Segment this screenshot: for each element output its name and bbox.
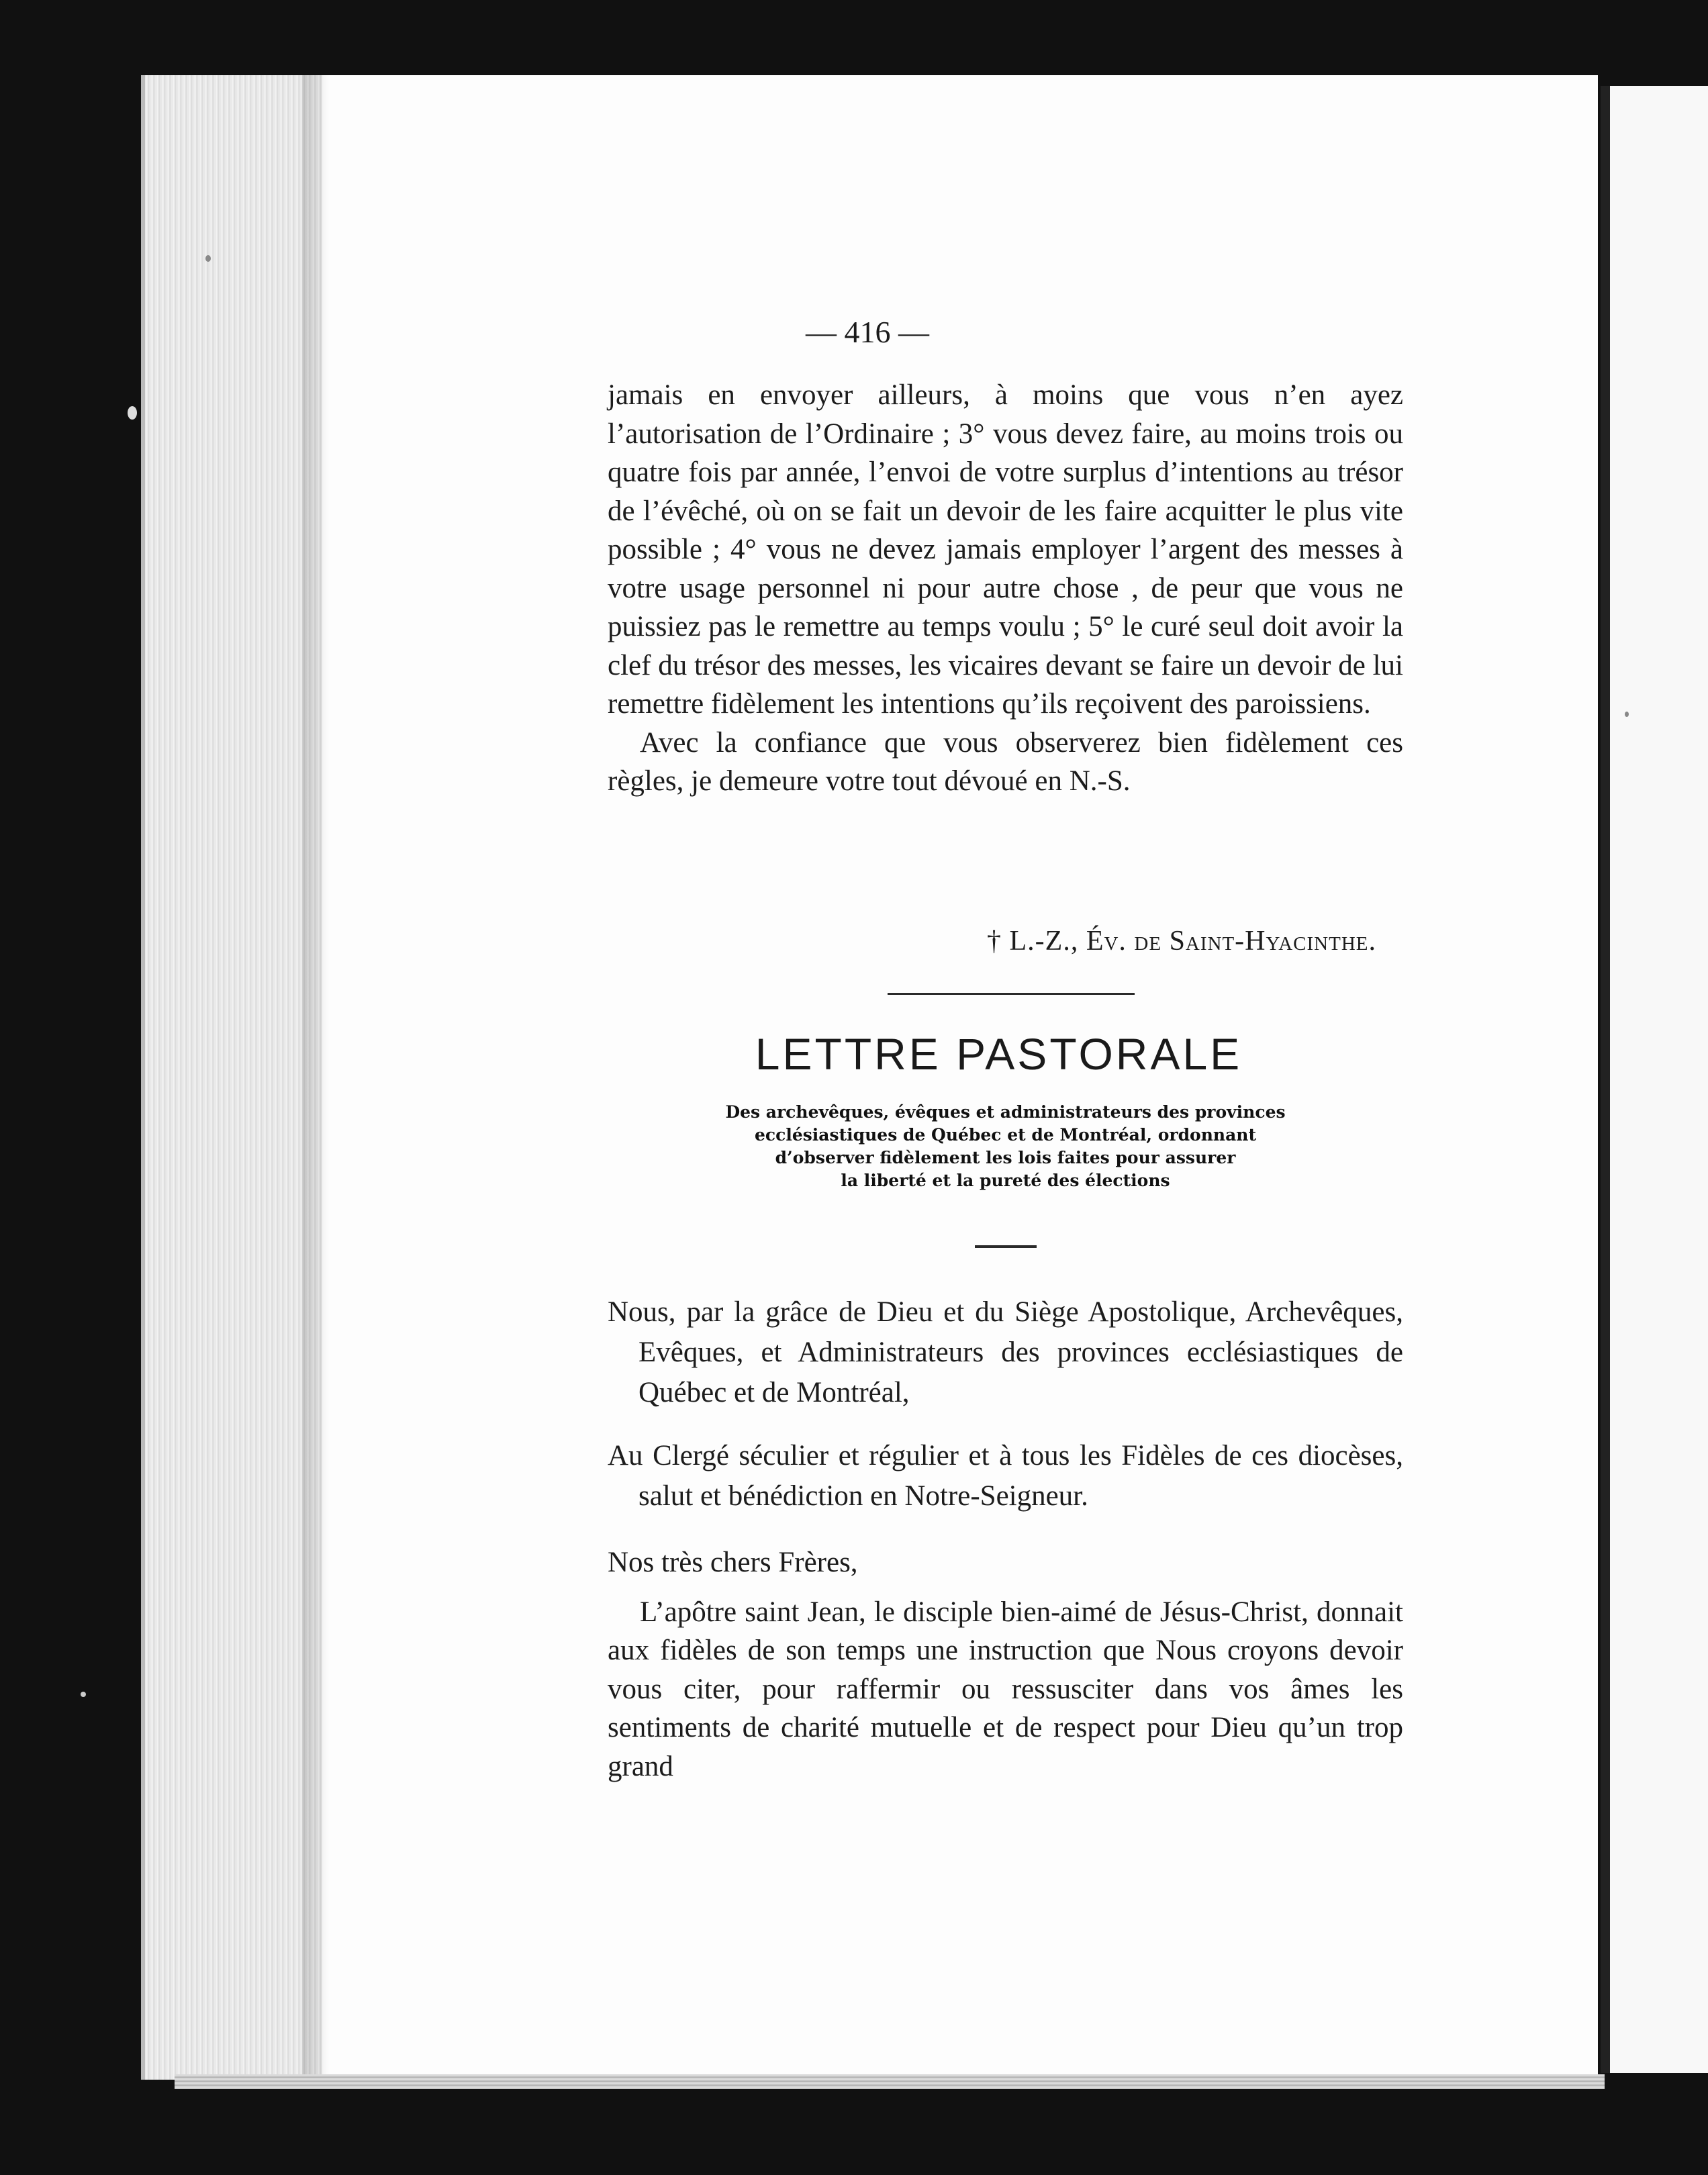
gutter-shadow: [302, 75, 329, 2080]
letter-continuation: [608, 376, 1403, 801]
scan-speck: [1625, 712, 1629, 717]
section-divider: [888, 993, 1135, 995]
bottom-page-edges: [175, 2074, 1605, 2089]
book-page-edges: [141, 75, 326, 2080]
pastoral-letter-body: [608, 1292, 1403, 1786]
body-paragraph: L’apôtre saint Jean, le disciple bien-aimé de Jésus-Christ, donnait aux fidèles de son temps une instruction que Nous croyons devoir vous citer, pour raffermir ou ressusciter dans vos âmes les sentiments de charité mutuelle et de respect pour Dieu qu’un trop grand: [608, 1596, 1403, 1782]
scan-speck: [81, 1692, 86, 1697]
scan-speck: [205, 255, 211, 262]
closing-paragraph: Avec la confiance que vous observerez bien fidèlement ces règles, je demeure votre tout dévoué en N.-S.: [608, 726, 1403, 797]
facing-page-edge: [1601, 86, 1708, 2073]
continuation-paragraph: jamais en envoyer ailleurs, à moins que vous n’en ayez l’autorisation de l’Ordinaire ; 3° vous devez faire, au moins trois ou quatre fois par année, l’envoi de votre surplus d’intentions au trésor de l’évêché, où on se fait un devoir de les faire acquitter le plus vite possible ; 4° vous ne devez jamais employer l’argent des messes à votre usage personnel ni pour autre chose , de peur que vous ne puissiez pas le remettre au temps voulu ; 5° le curé seul doit avoir la clef du trésor des messes, les vicaires devant se faire un devoir de lui remettre fidèlement les intentions qu’ils reçoivent des paroissiens.: [608, 379, 1403, 720]
salutation: Nos très chers Frères,: [608, 1547, 858, 1578]
subtitle-line: Des archevêques, évêques et administrateurs des provinces: [725, 1102, 1286, 1122]
bishop-signature: † L.-Z., Év. de Saint-Hyacinthe.: [987, 926, 1376, 957]
pastoral-letter-title: LETTRE PASTORALE: [755, 1029, 1243, 1079]
recipients-paragraph: Au Clergé séculier et régulier et à tous les Fidèles de ces diocèses, salut et bénédiction en Notre-Seigneur.: [608, 1440, 1403, 1512]
subtitle-line: ecclésiastiques de Québec et de Montréal, ordonnant: [754, 1125, 1257, 1145]
subtitle-line: d’observer fidèlement les lois faites pour assurer: [775, 1148, 1236, 1167]
scan-speck: [128, 406, 137, 420]
page-number: — 416 —: [806, 315, 929, 349]
subtitle-line: la liberté et la pureté des élections: [841, 1171, 1170, 1190]
pastoral-letter-subtitle: [608, 1101, 1403, 1192]
address-paragraph: Nous, par la grâce de Dieu et du Siège Apostolique, Archevêques, Evêques, et Administrateurs des provinces ecclésiastiques de Québec et de Montréal,: [608, 1296, 1403, 1408]
subtitle-divider: [975, 1245, 1037, 1248]
